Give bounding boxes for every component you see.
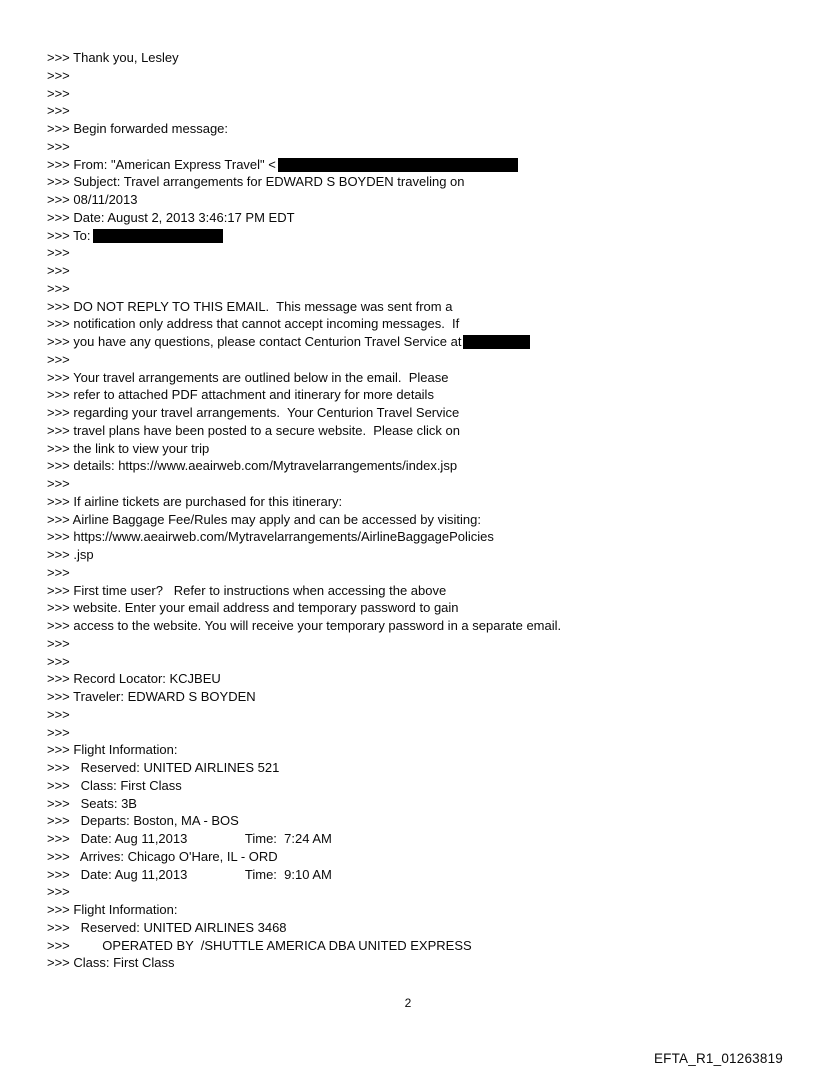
redaction-bar <box>278 158 518 172</box>
line-text: >>> Your travel arrangements are outlined below in the email. Please <box>47 369 449 385</box>
text-line <box>47 475 561 493</box>
text-line <box>47 546 561 564</box>
text-line <box>47 67 561 85</box>
text-line <box>47 333 561 351</box>
line-text: >>> <box>47 103 70 119</box>
text-line <box>47 173 561 191</box>
line-text: >>> <box>47 280 70 296</box>
line-text: >>> Departs: Boston, MA - BOS <box>47 813 239 829</box>
line-text: >>> <box>47 263 70 278</box>
text-line <box>47 120 561 138</box>
text-line <box>47 85 561 103</box>
line-text: >>> <box>47 635 70 651</box>
text-line <box>47 511 561 529</box>
text-line <box>47 901 561 919</box>
redaction-bar <box>93 229 223 243</box>
email-body <box>47 49 561 972</box>
text-line <box>47 209 561 227</box>
line-text: >>> Seats: 3B <box>47 795 137 811</box>
line-text: >>> Airline Baggage Fee/Rules may apply and can be accessed by visiting: <box>47 511 481 527</box>
line-text: >>> OPERATED BY /SHUTTLE AMERICA DBA UNITED EXPRESS <box>47 937 472 953</box>
line-text: >>> regarding your travel arrangements. Your Centurion Travel Service <box>47 405 460 420</box>
line-text: >>> 08/11/2013 <box>47 192 138 207</box>
text-line <box>47 564 561 582</box>
line-text: >>> <box>47 476 70 491</box>
line-text: >>> Subject: Travel arrangements for EDWARD S BOYDEN traveling on <box>47 174 465 190</box>
line-text: >>> <box>47 884 70 900</box>
line-text: >>> First time user? Refer to instructions when accessing the above <box>47 582 447 598</box>
text-line <box>47 937 561 955</box>
text-line <box>47 582 561 600</box>
text-line <box>47 191 561 209</box>
line-text: >>> <box>47 351 70 367</box>
text-line <box>47 386 561 404</box>
line-text: >>> travel plans have been posted to a secure website. Please click on <box>47 422 461 438</box>
text-line <box>47 298 561 316</box>
text-line <box>47 493 561 511</box>
text-line <box>47 635 561 653</box>
line-text: >>> Class: First Class <box>47 777 182 793</box>
text-line <box>47 262 561 280</box>
text-line <box>47 156 561 174</box>
text-line <box>47 351 561 369</box>
text-line <box>47 653 561 671</box>
line-text: >>> details: https://www.aeairweb.com/Mytravelarrangements/index.jsp <box>47 458 458 474</box>
line-text: >>> To: <box>47 227 91 243</box>
text-line <box>47 138 561 156</box>
line-text: >>> Class: First Class <box>47 955 175 971</box>
line-text: >>> refer to attached PDF attachment and itinerary for more details <box>47 387 434 403</box>
text-line <box>47 883 561 901</box>
line-text: >>> Reserved: UNITED AIRLINES 521 <box>47 760 280 775</box>
text-line <box>47 830 561 848</box>
text-line <box>47 315 561 333</box>
line-text: >>> <box>47 245 70 261</box>
text-line <box>47 49 561 67</box>
text-line <box>47 617 561 635</box>
text-line <box>47 706 561 724</box>
line-text: >>> <box>47 706 70 722</box>
text-line <box>47 457 561 475</box>
text-line <box>47 848 561 866</box>
text-line <box>47 795 561 813</box>
line-text: >>> Arrives: Chicago O'Hare, IL - ORD <box>47 848 278 864</box>
line-text: >>> <box>47 653 70 669</box>
text-line <box>47 404 561 422</box>
text-line <box>47 599 561 617</box>
line-text: >>> Flight Information: <box>47 742 178 758</box>
line-text: >>> From: "American Express Travel" < <box>47 156 276 172</box>
line-text: >>> Thank you, Lesley <box>47 50 179 65</box>
line-text: >>> <box>47 724 70 740</box>
text-line <box>47 244 561 262</box>
line-text: >>> you have any questions, please contact Centurion Travel Service at <box>47 334 462 349</box>
line-text: >>> Date: Aug 11,2013 Time: 9:10 AM <box>47 866 332 882</box>
line-text: >>> Reserved: UNITED AIRLINES 3468 <box>47 919 287 935</box>
line-text: >>> website. Enter your email address and temporary password to gain <box>47 600 459 616</box>
line-text: >>> <box>47 67 70 83</box>
text-line <box>47 777 561 795</box>
bates-number: EFTA_R1_01263819 <box>653 1051 783 1066</box>
page-number: 2 <box>404 996 412 1010</box>
line-text: >>> Date: August 2, 2013 3:46:17 PM EDT <box>47 209 295 225</box>
text-line <box>47 528 561 546</box>
text-line <box>47 919 561 937</box>
text-line <box>47 102 561 120</box>
line-text: >>> Traveler: EDWARD S BOYDEN <box>47 689 256 704</box>
text-line <box>47 759 561 777</box>
text-line <box>47 866 561 884</box>
line-text: >>> notification only address that cannot accept incoming messages. If <box>47 316 460 332</box>
line-text: >>> the link to view your trip <box>47 440 210 456</box>
line-text: >>> Date: Aug 11,2013 Time: 7:24 AM <box>47 831 332 846</box>
line-text: >>> <box>47 85 70 101</box>
line-text: >>> .jsp <box>47 547 94 562</box>
text-line <box>47 670 561 688</box>
line-text: >>> If airline tickets are purchased for this itinerary: <box>47 493 343 509</box>
text-line <box>47 369 561 387</box>
line-text: >>> access to the website. You will receive your temporary password in a separate email. <box>47 618 562 633</box>
redaction-bar <box>463 335 530 349</box>
line-text: >>> Begin forwarded message: <box>47 121 229 136</box>
line-text: >>> Record Locator: KCJBEU <box>47 671 221 687</box>
text-line <box>47 280 561 298</box>
text-line <box>47 688 561 706</box>
line-text: >>> <box>47 138 70 154</box>
text-line <box>47 440 561 458</box>
line-text: >>> <box>47 564 70 580</box>
text-line <box>47 227 561 245</box>
text-line <box>47 812 561 830</box>
line-text: >>> https://www.aeairweb.com/Mytravelarrangements/AirlineBaggagePolicies <box>47 529 494 545</box>
text-line <box>47 422 561 440</box>
text-line <box>47 954 561 972</box>
line-text: >>> Flight Information: <box>47 902 178 917</box>
line-text: >>> DO NOT REPLY TO THIS EMAIL. This message was sent from a <box>47 298 453 314</box>
text-line <box>47 724 561 742</box>
text-line <box>47 741 561 759</box>
